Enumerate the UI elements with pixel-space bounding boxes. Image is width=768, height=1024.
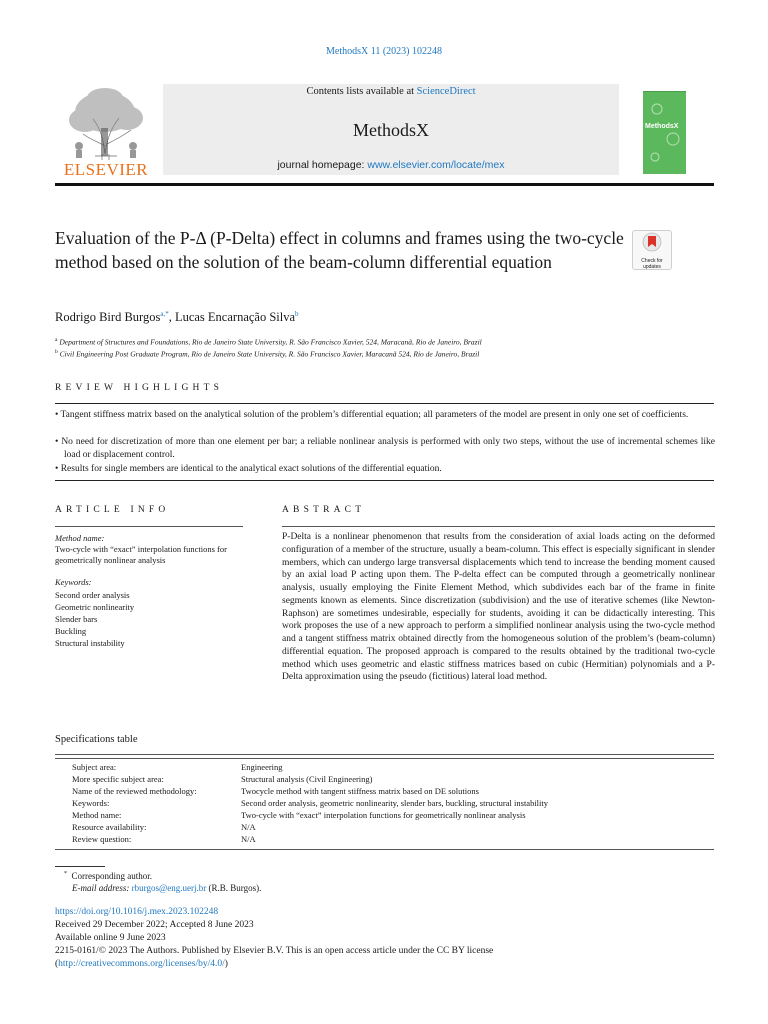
cover-pattern-icon (643, 79, 686, 174)
footnote-rule (55, 866, 105, 867)
check-for-updates-button[interactable] (632, 230, 672, 270)
email-suffix: (R.B. Burgos). (208, 883, 262, 893)
article-info-heading: ARTICLE INFO (55, 505, 170, 515)
highlights-heading: REVIEW HIGHLIGHTS (55, 383, 224, 393)
spec-key: Name of the reviewed methodology: (72, 786, 197, 796)
corresponding-text: Corresponding author. (71, 871, 152, 881)
author-list: Rodrigo Bird Burgos$^{a,*}$, Lucas Encarnação Silva$^b$ (55, 310, 299, 325)
license (55, 959, 228, 969)
keyword-item: Buckling (55, 626, 87, 636)
abstract-heading: ABSTRACT (282, 505, 366, 515)
license-link[interactable]: http://creativecommons.org/licenses/by/4.0/ (58, 959, 225, 969)
header-rule (55, 183, 714, 186)
spec-key: Review question: (72, 834, 132, 844)
method-name-label: Method name: (55, 533, 105, 543)
spec-value: N/A (241, 822, 256, 832)
available-online: Available online 9 June 2023 (55, 933, 166, 943)
journal-reference-link[interactable]: MethodsX 11 (2023) 102248 (325, 46, 442, 57)
abstract-rule (282, 526, 715, 527)
doi[interactable] (55, 907, 218, 917)
journal-cover[interactable] (643, 79, 686, 174)
highlight-text: No need for discretization of more than one element per bar; a reliable nonlinear analysis is performed with only two steps, without the use of incremental schemes like load or displacement control. (61, 437, 715, 461)
spec-value: Engineering (241, 762, 283, 772)
author-name[interactable]: Rodrigo Bird Burgos (55, 310, 161, 325)
spec-value: N/A (241, 834, 256, 844)
spec-value: Second order analysis, geometric nonlinearity, slender bars, buckling, structural instability (241, 798, 549, 808)
email-label: E-mail address: (72, 883, 130, 893)
journal-reference[interactable] (0, 46, 768, 57)
highlight-item: • Results for single members are identical to the analytical exact solutions of the differential equation. (55, 464, 442, 474)
corresponding-footnote (64, 871, 152, 881)
homepage-link[interactable]: www.elsevier.com/locate/mex (367, 159, 505, 171)
contents-prefix: Contents lists available at (306, 86, 415, 97)
footnote-mark: * (64, 871, 67, 877)
keyword-item: Geometric nonlinearity (55, 602, 135, 612)
highlight-text: Tangent stiffness matrix based on the analytical solution of the problem’s differential equation; all parameters of the model are present in only one set of coefficients. (60, 410, 689, 420)
affiliation-mark: b (55, 349, 58, 355)
doi-link[interactable]: https://doi.org/10.1016/j.mex.2023.102248 (55, 907, 219, 917)
affiliation-mark: a (55, 337, 58, 343)
spec-key: Resource availability: (72, 822, 147, 832)
affiliation-a (55, 337, 482, 347)
spec-value: Two-cycle with “exact” interpolation functions for geometrically nonlinear analysis (241, 810, 526, 820)
method-name-text: Two-cycle with “exact” interpolation functions for geometrically nonlinear analysis (55, 544, 227, 565)
spec-rule-bottom (55, 849, 714, 850)
spec-key: More specific subject area: (72, 774, 164, 784)
spec-key: Method name: (72, 810, 122, 820)
check-updates-line-1: Check for (641, 258, 663, 264)
spec-key: Keywords: (72, 798, 110, 808)
affiliation-text: Department of Structures and Foundations, Rio de Janeiro State University, R. São Francisco Xavier, 524, Maracanã, Rio de Janeiro, Brazil (59, 337, 482, 347)
keyword-item: Second order analysis (55, 590, 130, 600)
copyright: 2215-0161/© 2023 The Authors. Published by Elsevier B.V. This is an open access article under the CC BY license (55, 946, 494, 956)
bookmark-icon (633, 231, 671, 253)
affiliation-b (55, 349, 479, 359)
spec-rule-top-inner (55, 758, 714, 759)
highlights-rule-top (55, 403, 714, 404)
affiliation-text: Civil Engineering Post Graduate Program, Rio de Janeiro State University, R. São Francisco Xavier, Maracanã 524, Rio de Janeiro, Brazil (59, 349, 480, 359)
article-info-rule (55, 526, 243, 527)
author-affiliation-mark[interactable]: b (295, 310, 299, 318)
check-updates-line-2: updates (643, 264, 661, 270)
highlight-text: Results for single members are identical to the analytical exact solutions of the differential equation. (60, 464, 442, 474)
keyword-item: Structural instability (55, 638, 125, 648)
email-footnote (72, 883, 261, 893)
spec-value: Structural analysis (Civil Engineering) (241, 774, 373, 784)
cover-title: MethodsX (645, 123, 679, 130)
abstract-text: P-Delta is a nonlinear phenomenon that results from the consideration of axial loads acting on the deformed configuration of a member of the structure, usually a beam-column. This effect is especially significant in slender members, which can undergo large transversal displacements which tend to increase the bending moment caused by an axial load P acting upon them. The P-delta effect can be computed through a geometrically nonlinear analysis, usually employing the Finite Element Method, which subdivides each bar of the frame in finite segments known as elements. Since discretization (subdivision) and the use of iterative schemes (like Newton-Raphson) are sometimes undesirable, especially for students, avoiding it can be didactically interesting. This work proposes the use of a new approach to perform a simplified nonlinear analysis using the two-cycle method and a tangent stiffness matrix obtained directly from the homogeneous solution of the problem’s (beam-column) differential equation. The proposed approach is compared to the results obtained by the traditional two-cycle method which uses geometric and elastic stiffness matrices based on cubic (Hermitian) polynomials and a P-Delta approximation using the pseudo (fictitious) lateral load method. (282, 532, 715, 683)
license-paren-close: ) (224, 959, 228, 969)
received-dates: Received 29 December 2022; Accepted 8 June 2023 (55, 920, 254, 930)
homepage-line (163, 159, 619, 171)
journal-title: MethodsX (353, 120, 429, 140)
author-affiliation-mark[interactable]: a,* (160, 310, 169, 318)
email-link[interactable]: rburgos@eng.uerj.br (131, 883, 207, 893)
keyword-item: Slender bars (55, 614, 98, 624)
sciencedirect-link[interactable]: ScienceDirect (416, 86, 476, 97)
specifications-title: Specifications table (55, 734, 138, 745)
highlight-item: • Tangent stiffness matrix based on the analytical solution of the problem’s differential equation; all parameters of the model are present in only one set of coefficients. (55, 410, 689, 420)
paper-title: Evaluation of the P-Δ (P-Delta) effect in columns and frames using the two-cycle method based on the solution of the beam-column differential equation (55, 228, 624, 272)
spec-value: Twocycle method with tangent stiffness matrix based on DE solutions (241, 786, 479, 796)
contents-line (163, 86, 619, 97)
keywords-label: Keywords: (55, 577, 92, 587)
elsevier-wordmark: ELSEVIER (63, 160, 149, 179)
spec-rule-top (55, 754, 714, 755)
spec-key: Subject area: (72, 762, 117, 772)
highlight-item: • No need for discretization of more than one element per bar; a reliable nonlinear analysis is performed with only two steps, without the use of incremental schemes like load or displacement control. (55, 437, 715, 461)
highlights-rule-bottom (55, 480, 714, 481)
homepage-prefix: journal homepage: (277, 159, 365, 171)
license-paren-open: ( (55, 959, 59, 969)
author-name[interactable]: Lucas Encarnação Silva (174, 310, 296, 325)
